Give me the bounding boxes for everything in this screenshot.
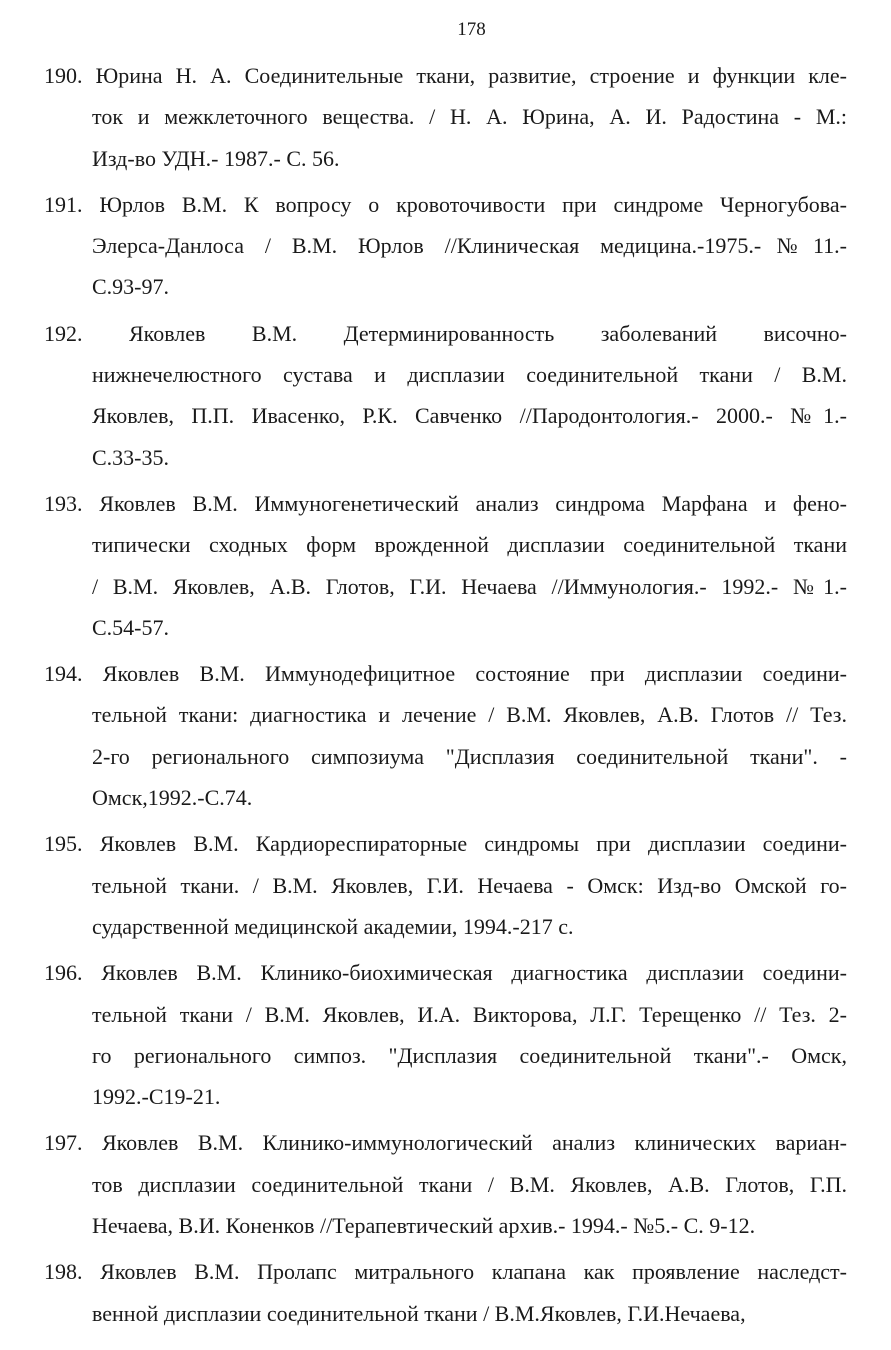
reference-text: Яковлев В.М. Детерминированность заболеваний височно- — [128, 320, 848, 346]
reference-text: венной дисплазии соединительной ткани / В.М.Яковлев, Г.И.Нечаева, — [92, 1300, 746, 1326]
reference-text: типически сходных форм врожденной дисплазии соединительной ткани — [92, 532, 847, 558]
reference-line — [44, 694, 847, 735]
reference-number: 194. — [44, 661, 83, 687]
reference-line — [44, 1035, 847, 1076]
reference-item — [44, 1122, 847, 1246]
reference-line — [44, 225, 847, 266]
reference-line — [44, 906, 847, 947]
reference-text: Омск,1992.-С.74. — [92, 785, 253, 811]
reference-text: Элерса-Данлоса / В.М. Юрлов //Клиническая медицина.-1975.-№11.- — [92, 233, 847, 259]
reference-item — [44, 653, 847, 818]
reference-text: Яковлев В.М. Иммуногенетический анализ синдрома Марфана и фено- — [99, 490, 848, 516]
reference-text: тов дисплазии соединительной ткани / В.М. Яковлев, А.В. Глотов, Г.П. — [92, 1171, 847, 1197]
reference-item — [44, 823, 847, 947]
reference-number: 198. — [44, 1259, 83, 1285]
reference-first-line — [44, 952, 847, 993]
reference-line — [44, 736, 847, 777]
reference-number: 195. — [44, 831, 83, 857]
reference-text: С.33-35. — [92, 444, 169, 470]
reference-line — [44, 266, 847, 307]
reference-text: Яковлев В.М. Клинико-иммунологический анализ клинических вариан- — [101, 1130, 847, 1156]
reference-line — [44, 994, 847, 1035]
reference-text: тельной ткани / В.М. Яковлев, И.А. Викторова, Л.Г. Терещенко // Тез. 2- — [92, 1001, 847, 1027]
reference-line — [44, 1293, 847, 1334]
reference-text: ток и межклеточного вещества. / Н. А. Юрина, А. И. Радостина - М.: — [92, 104, 847, 130]
reference-text: Нечаева, В.И. Коненков //Терапевтический архив.- 1994.- №5.- С. 9-12. — [92, 1213, 756, 1239]
reference-line — [44, 1205, 847, 1246]
reference-line — [44, 777, 847, 818]
reference-item — [44, 483, 847, 648]
reference-first-line — [44, 55, 847, 96]
reference-number: 190. — [44, 63, 83, 88]
reference-text: 1992.-С19-21. — [92, 1084, 221, 1110]
reference-text: / В.М. Яковлев, А.В. Глотов, Г.И. Нечаева //Иммунология.- 1992.- №1.- — [92, 573, 847, 599]
reference-item — [44, 55, 847, 179]
reference-text: С.54-57. — [92, 614, 169, 640]
reference-line — [44, 865, 847, 906]
reference-line — [44, 395, 847, 436]
reference-text: Яковлев, П.П. Ивасенко, Р.К. Савченко //Пародонтология.- 2000.- №1.- — [92, 403, 847, 429]
reference-number: 197. — [44, 1130, 83, 1156]
reference-text: сударственной медицинской академии, 1994.-217 с. — [92, 913, 574, 939]
reference-first-line — [44, 823, 847, 864]
reference-text: тельной ткани: диагностика и лечение / В.М. Яковлев, А.В. Глотов // Тез. — [92, 702, 847, 728]
reference-line — [44, 138, 847, 179]
reference-first-line — [44, 313, 847, 354]
reference-line — [44, 566, 847, 607]
reference-text: Юрлов В.М. К вопросу о кровоточивости при синдроме Черногубова- — [99, 191, 847, 217]
reference-number: 192. — [44, 320, 83, 346]
reference-item — [44, 184, 847, 308]
reference-text: Изд-во УДН.- 1987.- С. 56. — [92, 145, 340, 171]
reference-list — [44, 55, 847, 1339]
reference-text: Яковлев В.М. Кардиореспираторные синдромы при дисплазии соедини- — [99, 831, 848, 857]
reference-text: Яковлев В.М. Клинико-биохимическая диагностика дисплазии соедини- — [101, 960, 848, 986]
reference-line — [44, 607, 847, 648]
reference-text: Яковлев В.М. Пролапс митрального клапана как проявление наследст- — [100, 1259, 847, 1285]
reference-item — [44, 313, 847, 478]
reference-text: 2-го регионального симпозиума "Дисплазия соединительной ткани". - — [92, 743, 847, 769]
reference-item — [44, 952, 847, 1117]
reference-text: го регионального симпоз. "Дисплазия соединительной ткани".- Омск, — [92, 1042, 847, 1068]
reference-item — [44, 1251, 847, 1334]
reference-text: нижнечелюстного сустава и дисплазии соединительной ткани / В.М. — [92, 362, 847, 388]
page-number: 178 — [457, 19, 486, 40]
reference-line — [44, 96, 847, 137]
reference-text: тельной ткани. / В.М. Яковлев, Г.И. Нечаева - Омск: Изд-во Омской го- — [92, 872, 847, 898]
reference-first-line — [44, 1122, 847, 1163]
reference-first-line — [44, 653, 847, 694]
reference-number: 193. — [44, 490, 83, 516]
reference-text: Яковлев В.М. Иммунодефицитное состояние при дисплазии соедини- — [102, 661, 847, 687]
reference-number: 196. — [44, 960, 83, 986]
reference-line — [44, 354, 847, 395]
reference-line — [44, 524, 847, 565]
reference-line — [44, 1076, 847, 1117]
reference-first-line — [44, 1251, 847, 1292]
reference-line — [44, 1164, 847, 1205]
reference-text: Юрина Н. А. Соединительные ткани, развитие, строение и функции кле- — [95, 63, 847, 88]
reference-number: 191. — [44, 191, 83, 217]
reference-text: С.93-97. — [92, 274, 169, 300]
reference-first-line — [44, 483, 847, 524]
reference-line — [44, 437, 847, 478]
reference-first-line — [44, 184, 847, 225]
